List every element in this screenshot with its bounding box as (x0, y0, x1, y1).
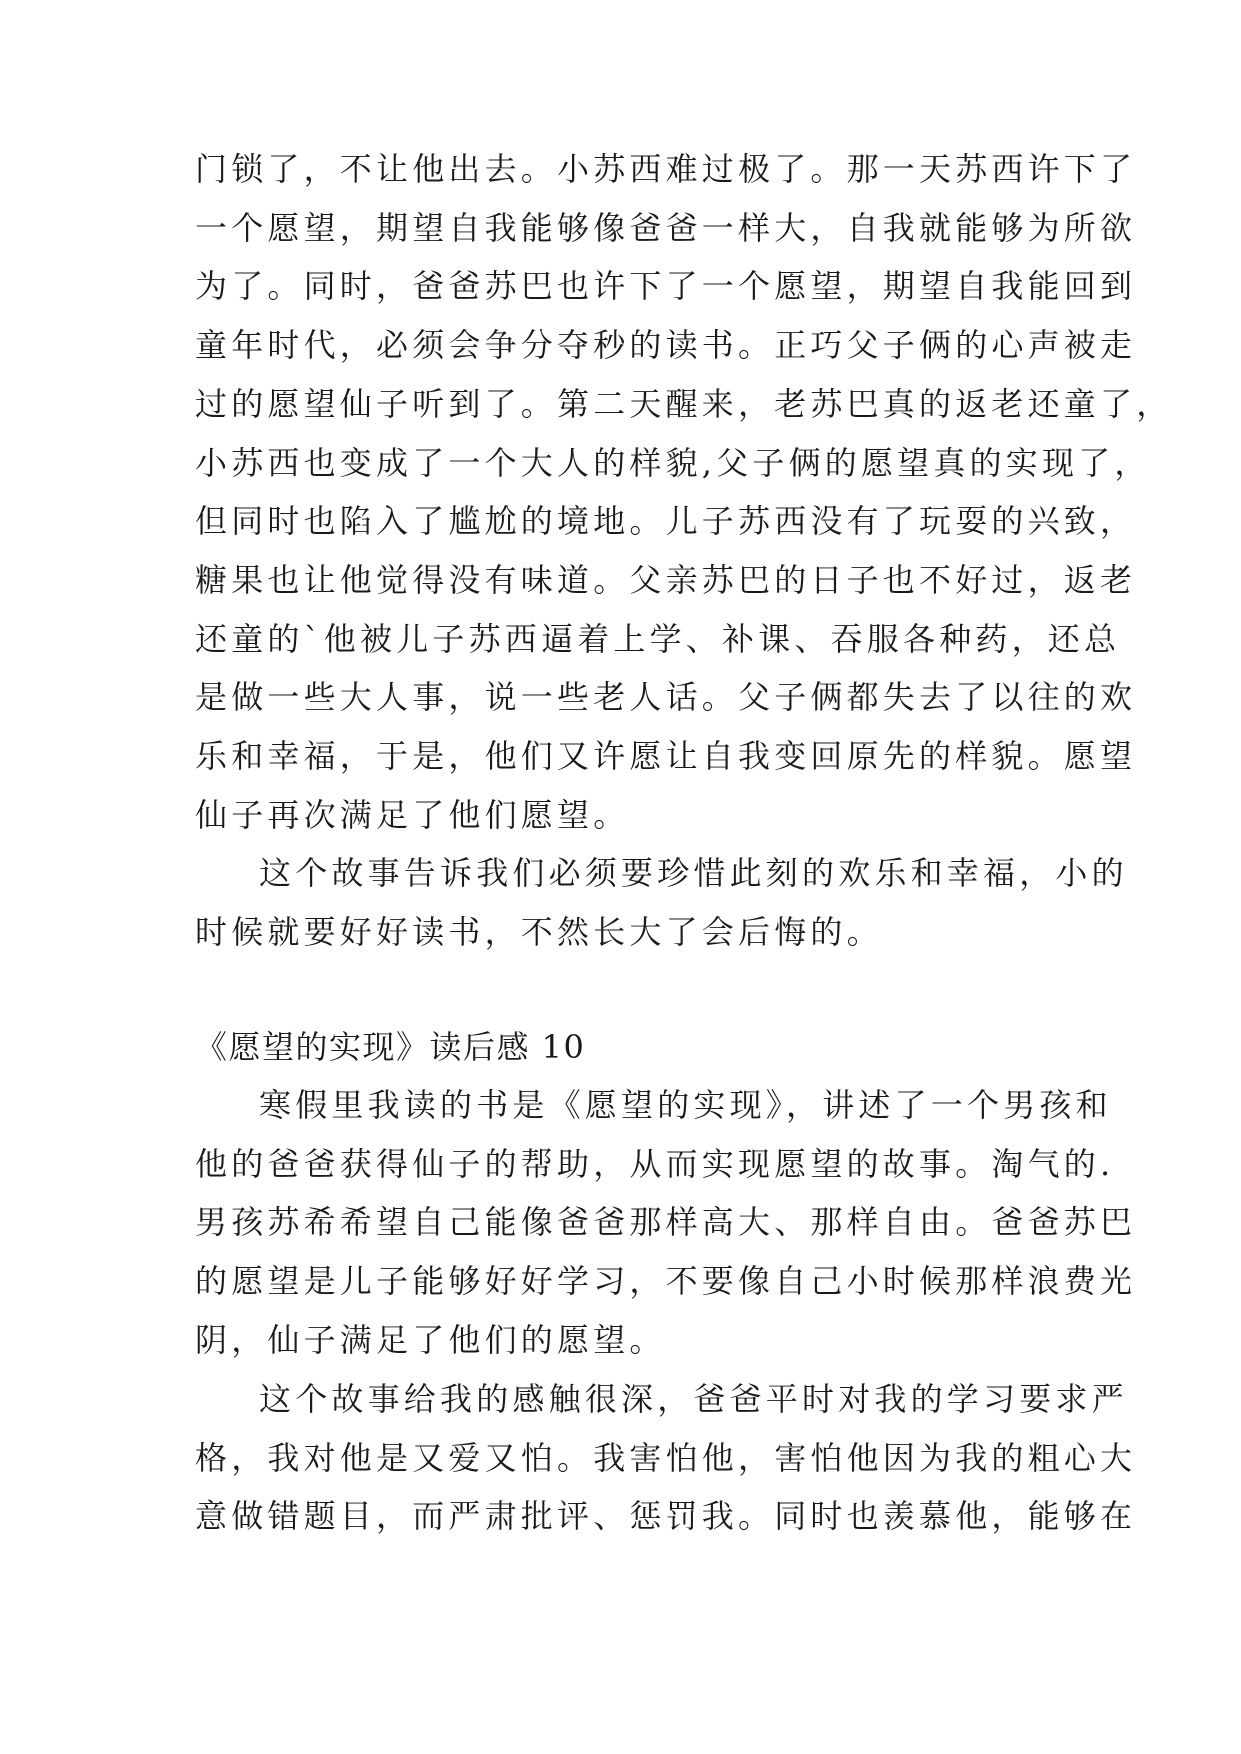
text-line: 是做一些大人事，说一些老人话。父子俩都失去了以往的欢 (195, 678, 1137, 717)
text-line: 但同时也陷入了尴尬的境地。儿子苏西没有了玩耍的兴致， (195, 502, 1137, 541)
text-line: 门锁了，不让他出去。小苏西难过极了。那一天苏西许下了 (195, 150, 1137, 188)
text-line: 寒假里我读的书是《愿望的实现》，讲述了一个男孩和 (259, 1086, 1112, 1124)
text-line: 的愿望是儿子能够好好学习，不要像自己小时候那样浪费光 (195, 1262, 1137, 1301)
review-paragraph-1 (195, 1076, 1137, 1370)
text-line: 过的愿望仙子听到了。第二天醒来，老苏巴真的返老还童了， (195, 384, 1173, 423)
text-line: 他的爸爸获得仙子的帮助，从而实现愿望的故事。淘气的. (195, 1144, 1115, 1183)
text-line: 仙子再次满足了他们愿望。 (195, 795, 630, 834)
story-paragraph-2 (195, 844, 1128, 961)
text-line: 格，我对他是又爱又怕。我害怕他，害怕他因为我的粗心大 (195, 1438, 1137, 1477)
text-line: 这个故事告诉我们必须要珍惜此刻的欢乐和幸福，小的 (259, 854, 1128, 892)
text-line: 糖果也让他觉得没有味道。父亲苏巴的日子也不好过，返老 (195, 560, 1137, 599)
story-paragraph-1 (195, 140, 1173, 844)
text-line: 阴，仙子满足了他们的愿望。 (195, 1320, 666, 1359)
text-line: 时候就要好好读书，不然长大了会后悔的。 (195, 912, 883, 951)
text-line: 小苏西也变成了一个大人的样貌,父子俩的愿望真的实现了， (195, 443, 1151, 482)
text-line: 童年时代，必须会争分夺秒的读书。正巧父子俩的心声被走 (195, 326, 1137, 365)
text-line: 意做错题目，而严肃批评、惩罚我。同时也羡慕他，能够在 (195, 1497, 1137, 1536)
text-line: 一个愿望，期望自我能够像爸爸一样大，自我就能够为所欲 (195, 208, 1137, 247)
text-line: 为了。同时，爸爸苏巴也许下了一个愿望，期望自我能回到 (195, 267, 1137, 306)
text-line: 乐和幸福，于是，他们又许愿让自我变回原先的样貌。愿望 (195, 737, 1137, 776)
review-paragraph-2 (195, 1370, 1137, 1546)
text-line: 男孩苏希希望自己能像爸爸那样高大、那样自由。爸爸苏巴 (195, 1203, 1137, 1242)
text-line: 还童的`他被儿子苏西逼着上学、补课、吞服各种药，还总 (195, 619, 1121, 658)
section-heading: 《愿望的实现》读后感 10 (195, 1028, 586, 1066)
text-line: 这个故事给我的感触很深，爸爸平时对我的学习要求严 (259, 1380, 1128, 1418)
